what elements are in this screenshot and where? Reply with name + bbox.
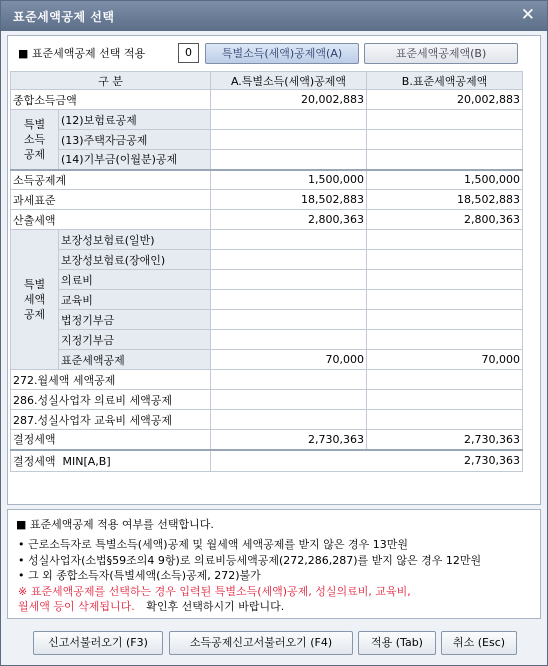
cell-a[interactable] — [211, 290, 367, 310]
table-row — [11, 210, 523, 230]
cell-b[interactable] — [367, 110, 523, 130]
cell-a[interactable] — [211, 270, 367, 290]
cell-b[interactable] — [367, 390, 523, 410]
table-row — [11, 110, 523, 130]
cell-a[interactable] — [211, 230, 367, 250]
table-row — [11, 190, 523, 210]
cell-b[interactable]: 2,730,363 — [367, 430, 523, 450]
selection-row — [8, 36, 540, 68]
table-row — [11, 170, 523, 190]
cell-b[interactable] — [367, 410, 523, 430]
confirm-text: 확인후 선택하시기 바랍니다. — [146, 600, 285, 613]
cell-a[interactable] — [211, 330, 367, 350]
cell-b[interactable]: 20,002,883 — [367, 90, 523, 110]
row-label: 종합소득금액 — [11, 90, 211, 110]
close-icon[interactable]: ✕ — [520, 5, 535, 25]
cell-a[interactable] — [211, 370, 367, 390]
cell-a[interactable]: 18,502,883 — [211, 190, 367, 210]
load-return-button[interactable]: 신고서불러오기 (F3) — [33, 631, 163, 655]
footer-buttons — [1, 627, 547, 661]
cell-b[interactable] — [367, 130, 523, 150]
table-row — [11, 130, 523, 150]
cancel-button[interactable]: 취소 (Esc) — [441, 631, 517, 655]
table-row — [11, 310, 523, 330]
info-line: • 성실사업자(소법§59조의4 9항)로 의료비등세액공제(272,286,287)를 받지 않은 경우 12만원 — [18, 554, 482, 567]
cell-min: 2,730,363 — [211, 450, 523, 472]
cell-a[interactable]: 2,730,363 — [211, 430, 367, 450]
cell-a[interactable] — [211, 310, 367, 330]
table-header-row — [11, 72, 523, 90]
title-bar — [1, 1, 547, 31]
table-row — [11, 150, 523, 170]
table-row — [11, 390, 523, 410]
row-label: 287.성실사업자 교육비 세액공제 — [11, 410, 211, 430]
row-label: 소득공제계 — [11, 170, 211, 190]
row-label: 보장성보험료(일반) — [59, 230, 211, 250]
header-col-a: A.특별소득(세액)공제액 — [211, 72, 367, 90]
row-label: 결정세액 — [11, 430, 211, 450]
row-label: 286.성실사업자 의료비 세액공제 — [11, 390, 211, 410]
header-category: 구 분 — [11, 72, 211, 90]
table-row — [11, 330, 523, 350]
row-label: (12)보험료공제 — [59, 110, 211, 130]
row-label: (14)기부금(이월분)공제 — [59, 150, 211, 170]
table-row — [11, 230, 523, 250]
row-label: 의료비 — [59, 270, 211, 290]
cell-b[interactable] — [367, 290, 523, 310]
cell-a[interactable] — [211, 410, 367, 430]
row-label: 과세표준 — [11, 190, 211, 210]
row-label: (13)주택자금공제 — [59, 130, 211, 150]
main-panel — [7, 35, 541, 505]
row-label: 법정기부금 — [59, 310, 211, 330]
table-row — [11, 90, 523, 110]
cell-b[interactable] — [367, 230, 523, 250]
cell-b[interactable]: 70,000 — [367, 350, 523, 370]
cell-a[interactable] — [211, 250, 367, 270]
row-label: 표준세액공제 — [59, 350, 211, 370]
table-row — [11, 250, 523, 270]
table-row — [11, 430, 523, 450]
cell-a[interactable] — [211, 110, 367, 130]
row-label: 교육비 — [59, 290, 211, 310]
table-row — [11, 270, 523, 290]
info-title: ■ 표준세액공제 적용 여부를 선택합니다. — [16, 518, 214, 531]
dialog-title: 표준세액공제 선택 — [13, 10, 115, 24]
info-panel — [7, 509, 541, 619]
cell-a[interactable]: 20,002,883 — [211, 90, 367, 110]
table-row — [11, 350, 523, 370]
warning-line: ※ 표준세액공제를 선택하는 경우 입력된 특별소득(세액)공제, 성실의료비, 교육비, — [18, 585, 411, 598]
row-label: 결정세액 MIN[A,B] — [11, 450, 211, 472]
option-a-button[interactable]: 특별소득(세액)공제액(A) — [205, 43, 359, 64]
cell-b[interactable]: 2,800,363 — [367, 210, 523, 230]
row-label: 지정기부금 — [59, 330, 211, 350]
cell-b[interactable]: 1,500,000 — [367, 170, 523, 190]
cell-a[interactable] — [211, 150, 367, 170]
cell-b[interactable] — [367, 330, 523, 350]
group-special-income: 특별 소득 공제 — [11, 110, 59, 170]
cell-a[interactable]: 2,800,363 — [211, 210, 367, 230]
cell-b[interactable] — [367, 250, 523, 270]
cell-a[interactable] — [211, 130, 367, 150]
info-line: • 근로소득자로 특별소득(세액)공제 및 월세액 세액공제를 받지 않은 경우 13만원 — [18, 538, 408, 551]
selection-value-field[interactable]: 0 — [178, 43, 199, 63]
table-row — [11, 370, 523, 390]
cell-b[interactable] — [367, 370, 523, 390]
row-label: 보장성보험료(장애인) — [59, 250, 211, 270]
load-deduction-form-button[interactable]: 소득공제신고서불러오기 (F4) — [169, 631, 353, 655]
header-col-b: B.표준세액공제액 — [367, 72, 523, 90]
warning-text: 월세액 등이 삭제됩니다. — [18, 600, 135, 613]
row-label: 산출세액 — [11, 210, 211, 230]
cell-b[interactable] — [367, 270, 523, 290]
row-label: 272.월세액 세액공제 — [11, 370, 211, 390]
info-line: • 그 외 종합소득자(특별세액(소득)공제, 272)불가 — [18, 569, 261, 582]
cell-a[interactable]: 70,000 — [211, 350, 367, 370]
apply-button[interactable]: 적용 (Tab) — [358, 631, 436, 655]
comparison-table — [10, 71, 523, 472]
cell-a[interactable] — [211, 390, 367, 410]
group-special-tax: 특별 세액 공제 — [11, 230, 59, 370]
warning-line — [18, 598, 284, 614]
cell-a[interactable]: 1,500,000 — [211, 170, 367, 190]
table-row — [11, 410, 523, 430]
table-row — [11, 450, 523, 472]
cell-b[interactable]: 18,502,883 — [367, 190, 523, 210]
cell-b[interactable] — [367, 310, 523, 330]
option-b-button[interactable]: 표준세액공제액(B) — [364, 43, 518, 64]
cell-b[interactable] — [367, 150, 523, 170]
selection-label: ■ 표준세액공제 선택 적용 — [18, 47, 146, 60]
table-row — [11, 290, 523, 310]
